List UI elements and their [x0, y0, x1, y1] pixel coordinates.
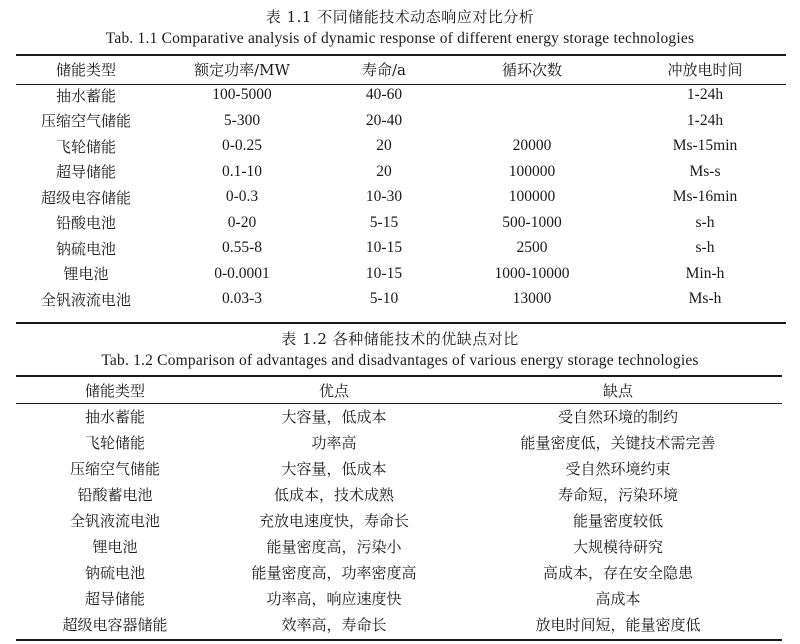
table-cell: 500-1000	[502, 213, 562, 231]
table-cell: 飞轮储能	[84, 433, 145, 452]
table-cell: 100-5000	[212, 86, 272, 104]
table-cell: 40-60	[365, 86, 403, 104]
table-cell: 能量密度高，功率密度高	[251, 563, 417, 582]
table1-caption-zh: 表 1.1 不同储能技术动态响应对比分析	[265, 8, 535, 26]
table-cell: Ms-h	[688, 290, 722, 308]
table-cell: 能量密度较低	[572, 511, 663, 530]
table-cell: 0.1-10	[221, 162, 263, 180]
table2	[16, 377, 782, 637]
table-cell: 抽水蓄能	[84, 407, 145, 426]
table-cell: 0.03-3	[221, 290, 263, 308]
table-cell: 0-0.0001	[214, 264, 270, 282]
table1-top-rule	[16, 54, 786, 56]
table-row	[16, 533, 782, 559]
table-cell: 5-300	[223, 111, 261, 129]
table1-header-cell: 循环次数	[501, 61, 562, 80]
table-cell: 20-40	[365, 111, 403, 129]
table-cell: 10-15	[365, 264, 403, 282]
table1-header-cell: 储能类型	[55, 61, 116, 80]
table-cell: 超导储能	[84, 589, 145, 608]
table-row	[16, 83, 786, 109]
table-cell: 13000	[512, 290, 552, 308]
table1	[16, 57, 786, 312]
table-cell: Ms-16min	[672, 188, 738, 206]
table-cell: 10-15	[365, 239, 403, 257]
table-cell: 压缩空气储能	[69, 459, 160, 478]
table-cell: 100000	[508, 188, 556, 206]
table-cell: 全钒液流电池	[40, 290, 131, 309]
table-row	[16, 585, 782, 611]
table-cell: 10-30	[365, 188, 403, 206]
table2-header-cell: 缺点	[602, 381, 633, 400]
table-cell: 超导储能	[55, 163, 116, 182]
table2-header-row	[16, 377, 782, 403]
table-cell: 能量密度低，关键技术需完善	[520, 433, 716, 452]
table1-header-cell: 额定功率/MW	[194, 61, 290, 80]
table-cell: 0.55-8	[221, 239, 263, 257]
table-cell: 受自然环境的制约	[557, 407, 678, 426]
table-cell: s-h	[695, 239, 715, 257]
table-row	[16, 108, 786, 134]
table-row	[16, 429, 782, 455]
table2-caption-en: Tab. 1.2 Comparison of advantages and disadvantages of various energy storage technologies	[101, 352, 699, 369]
table-cell: 抽水蓄能	[55, 86, 116, 105]
table-cell: 0-0.3	[225, 188, 259, 206]
table-cell: 0-0.25	[221, 137, 263, 155]
table-cell: 压缩空气储能	[40, 112, 131, 131]
table-cell: 铅酸电池	[55, 214, 116, 233]
table1-caption-en: Tab. 1.1 Comparative analysis of dynamic response of different energy storage technologies	[105, 30, 695, 47]
table-cell: 高成本	[595, 589, 641, 608]
table-row	[16, 481, 782, 507]
table-cell: 功率高	[311, 433, 357, 452]
table-row	[16, 210, 786, 236]
table-cell: 20	[376, 137, 392, 155]
table-cell: Ms-15min	[672, 137, 738, 155]
table-cell: 大规模待研究	[572, 537, 663, 556]
table-cell: 能量密度高，污染小	[266, 537, 402, 556]
table-cell: 全钒液流电池	[69, 511, 160, 530]
table-cell: 超级电容储能	[40, 188, 131, 207]
table-row	[16, 403, 782, 429]
table-cell: 1-24h	[686, 111, 724, 129]
table1-header-row	[16, 57, 786, 83]
table-cell: 0-20	[227, 213, 257, 231]
table-row	[16, 287, 786, 313]
table2-header-cell: 优点	[318, 381, 349, 400]
table-cell: 钠硫电池	[55, 239, 116, 258]
table-cell: 效率高，寿命长	[281, 615, 387, 634]
table-cell: 20000	[512, 137, 552, 155]
table-cell: 超级电容器储能	[62, 615, 168, 634]
table-cell: 钠硫电池	[84, 563, 145, 582]
table2-header-cell: 储能类型	[84, 381, 145, 400]
table-cell: 20	[376, 162, 392, 180]
table-cell: 1-24h	[686, 86, 724, 104]
table-cell	[440, 108, 624, 134]
table-cell: 放电时间短，能量密度低	[535, 615, 701, 634]
table-cell: Ms-s	[689, 162, 721, 180]
table-cell: s-h	[695, 213, 715, 231]
table-row	[16, 159, 786, 185]
table-cell: 高成本，存在安全隐患	[542, 563, 693, 582]
table-cell: 100000	[508, 162, 556, 180]
table-cell: 充放电速度快，寿命长	[258, 511, 409, 530]
table1-header-cell: 冲放电时间	[667, 61, 743, 80]
table-cell: 2500	[516, 239, 548, 257]
table-cell: 1000-10000	[494, 264, 570, 282]
table-cell: 飞轮储能	[55, 137, 116, 156]
table-row	[16, 261, 786, 287]
table-cell: 低成本，技术成熟	[273, 485, 394, 504]
table-cell: 寿命短，污染环境	[557, 485, 678, 504]
table-cell: Min-h	[685, 264, 725, 282]
table-cell: 5-15	[369, 213, 399, 231]
table2-bottom-rule	[16, 639, 782, 641]
table-row	[16, 185, 786, 211]
table-cell: 受自然环境约束	[565, 459, 671, 478]
table-row	[16, 611, 782, 637]
table-cell	[440, 83, 624, 109]
table1-header-cell: 寿命/a	[362, 61, 406, 80]
table-cell: 功率高，响应速度快	[266, 589, 402, 608]
table-row	[16, 134, 786, 160]
table-row	[16, 507, 782, 533]
table-cell: 铅酸蓄电池	[77, 485, 153, 504]
table-cell: 大容量，低成本	[281, 459, 387, 478]
table1-bottom-rule	[16, 322, 786, 324]
table-cell: 5-10	[369, 290, 399, 308]
table-cell: 大容量，低成本	[281, 407, 387, 426]
table-row	[16, 455, 782, 481]
table2-caption-zh: 表 1.2 各种储能技术的优缺点对比	[281, 330, 519, 348]
table-row	[16, 236, 786, 262]
table-cell: 锂电池	[63, 265, 109, 284]
table-cell: 锂电池	[92, 537, 138, 556]
table-row	[16, 559, 782, 585]
